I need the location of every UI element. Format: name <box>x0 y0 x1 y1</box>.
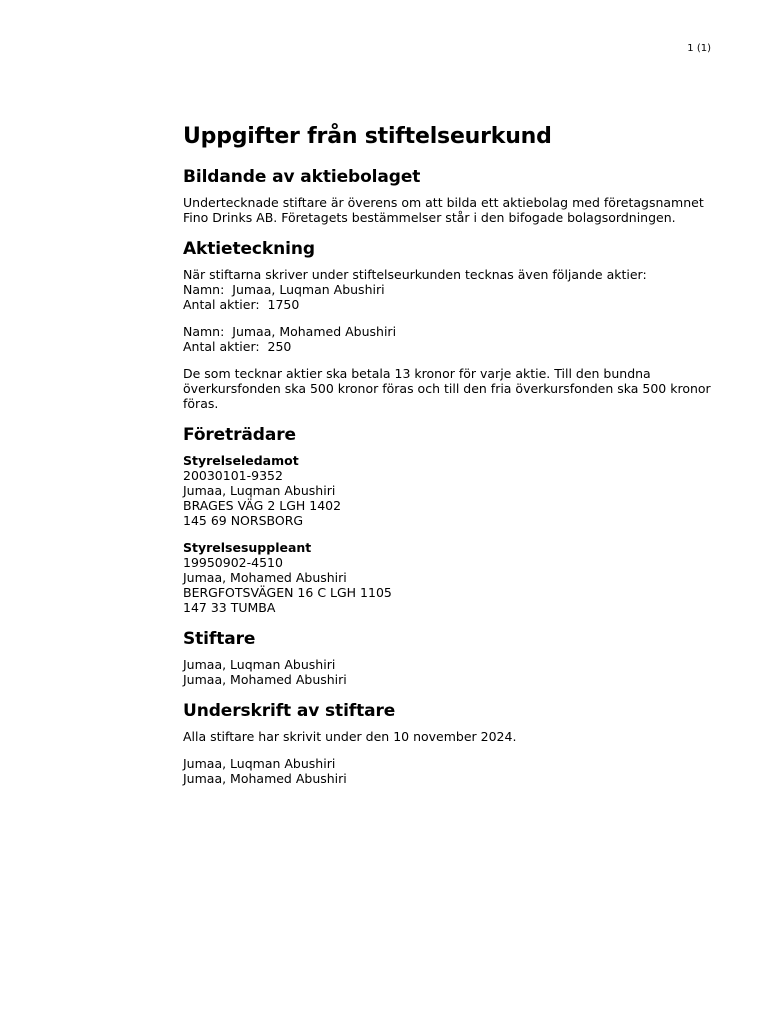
section-bildande <box>183 166 723 225</box>
representative-city: 147 33 TUMBA <box>183 600 276 615</box>
representative-role: Styrelsesuppleant <box>183 540 312 555</box>
representative-city: 145 69 NORSBORG <box>183 513 304 528</box>
representative-name: Jumaa, Luqman Abushiri <box>183 483 336 498</box>
representative-role: Styrelseledamot <box>183 453 299 468</box>
section-heading-aktieteckning: Aktieteckning <box>183 239 315 259</box>
subscriber-shares: Antal aktier: 1750 <box>183 297 300 312</box>
section-stiftare <box>183 628 723 687</box>
section-foretradare <box>183 424 723 615</box>
representative-name: Jumaa, Mohamed Abushiri <box>183 570 347 585</box>
subscriber-name: Namn: Jumaa, Luqman Abushiri <box>183 282 385 297</box>
document-body <box>183 122 723 799</box>
bildande-text: Undertecknade stiftare är överens om att bilda ett aktiebolag med företagsnamnet Fino Drinks AB. Företagets bestämmelser står i den bifogade bolagsordningen. <box>183 195 704 225</box>
underskrift-text: Alla stiftare har skrivit under den 10 november 2024. <box>183 729 517 744</box>
founder-name: Jumaa, Mohamed Abushiri <box>183 672 347 687</box>
representative-id: 19950902-4510 <box>183 555 283 570</box>
section-heading-bildande: Bildande av aktiebolaget <box>183 167 421 187</box>
representative-street: BERGFOTSVÄGEN 16 C LGH 1105 <box>183 585 392 600</box>
aktieteckning-block-1 <box>183 267 723 312</box>
section-aktieteckning <box>183 238 723 411</box>
section-heading-foretradare: Företrädare <box>183 425 296 445</box>
representative-block <box>183 453 723 528</box>
founder-name: Jumaa, Luqman Abushiri <box>183 657 336 672</box>
aktieteckning-intro: När stiftarna skriver under stiftelseurkunden tecknas även följande aktier: <box>183 267 647 282</box>
signatory-name: Jumaa, Mohamed Abushiri <box>183 771 347 786</box>
signatory-list <box>183 756 723 786</box>
subscriber-shares: Antal aktier: 250 <box>183 339 292 354</box>
section-underskrift <box>183 700 723 786</box>
representative-block <box>183 540 723 615</box>
founder-list <box>183 657 723 687</box>
section-heading-underskrift: Underskrift av stiftare <box>183 701 396 721</box>
aktieteckning-block-2 <box>183 324 723 354</box>
representative-street: BRAGES VÄG 2 LGH 1402 <box>183 498 342 513</box>
section-heading-stiftare: Stiftare <box>183 629 256 649</box>
aktieteckning-payment: De som tecknar aktier ska betala 13 kronor för varje aktie. Till den bundna överkursfonden ska 500 kronor föras och till den fria överkursfonden ska 500 kronor föras. <box>183 366 711 411</box>
signatory-name: Jumaa, Luqman Abushiri <box>183 756 336 771</box>
subscriber-name: Namn: Jumaa, Mohamed Abushiri <box>183 324 397 339</box>
page-number: 1 (1) <box>687 43 711 54</box>
document-title: Uppgifter från stiftelseurkund <box>183 124 552 149</box>
representative-id: 20030101-9352 <box>183 468 283 483</box>
